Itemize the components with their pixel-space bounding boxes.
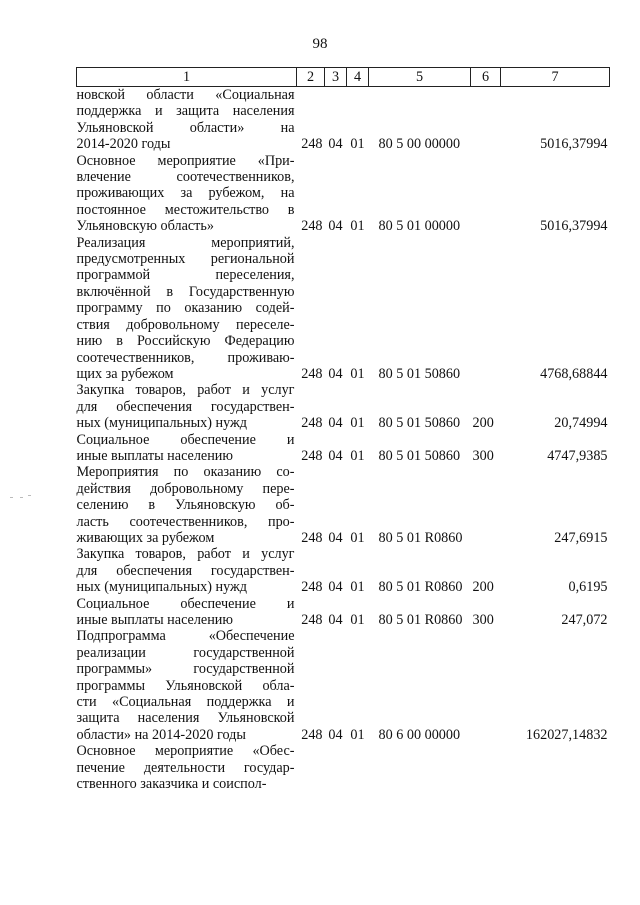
row-name-line: нию в Российскую Федерацию xyxy=(76,333,295,350)
header-col-4: 4 xyxy=(347,68,369,87)
amount-cell: 247,072 xyxy=(561,612,608,628)
table-row xyxy=(77,743,610,792)
row-name xyxy=(77,87,297,153)
row-name-line: Мероприятия по оказанию со- xyxy=(76,464,295,481)
target-article-cell: 80 5 01 R0860 xyxy=(378,579,463,596)
scan-mark xyxy=(28,495,31,496)
row-name xyxy=(77,628,297,743)
row-name-line: программу по оказанию содей- xyxy=(76,300,295,317)
subsection-cell: 01 xyxy=(350,365,365,382)
header-col-6: 6 xyxy=(471,68,501,87)
row-name-line: живающих за рубежом xyxy=(76,529,215,546)
subsection-cell: 01 xyxy=(350,529,365,546)
table-row xyxy=(77,546,610,595)
subsection-cell xyxy=(347,743,369,792)
section-cell: 04 xyxy=(328,726,343,743)
grbs-cell xyxy=(297,743,325,792)
row-name-line: программы Ульяновской обла- xyxy=(76,677,295,694)
row-name xyxy=(77,596,297,629)
section-cell: 04 xyxy=(328,529,343,546)
row-name xyxy=(77,153,297,235)
target-article-cell: 80 5 01 00000 xyxy=(378,218,461,235)
row-name-line: Социальное обеспечение и xyxy=(76,595,295,612)
table-row xyxy=(77,153,610,235)
row-name-line: 2014-2020 годы xyxy=(76,136,171,153)
page-number: 98 xyxy=(312,36,328,52)
subsection-cell: 01 xyxy=(350,726,365,743)
table-row xyxy=(77,235,610,383)
target-article-cell: 80 5 01 R0860 xyxy=(378,612,463,628)
section-cell: 04 xyxy=(328,447,343,464)
row-name-line: области» на 2014-2020 годы xyxy=(76,726,246,743)
expense-type-cell: 300 xyxy=(472,612,494,628)
table-row xyxy=(77,432,610,465)
row-name-line: действия добровольному пере- xyxy=(76,480,295,497)
row-name xyxy=(77,464,297,546)
row-name-line: ных (муниципальных) нужд xyxy=(76,415,248,432)
target-article-cell: 80 5 01 50860 xyxy=(378,365,461,382)
header-col-2: 2 xyxy=(297,68,325,87)
subsection-cell: 01 xyxy=(350,136,365,153)
row-name-line: иные выплаты населению xyxy=(76,612,233,628)
row-name-line: реализации государственной xyxy=(76,644,295,661)
expense-type-cell xyxy=(471,628,501,743)
section-cell xyxy=(325,743,347,792)
row-name-line: Социальное обеспечение и xyxy=(76,431,295,448)
section-cell: 04 xyxy=(328,579,343,596)
grbs-cell: 248 xyxy=(301,365,323,382)
row-name-line: программой переселения, xyxy=(76,267,295,284)
budget-table xyxy=(76,67,610,792)
table-row xyxy=(77,628,610,743)
subsection-cell: 01 xyxy=(350,612,365,628)
amount-cell: 247,6915 xyxy=(554,529,608,546)
amount-cell: 20,74994 xyxy=(554,415,608,432)
row-name-line: программы» государственной xyxy=(76,661,295,678)
row-name-line: Реализация мероприятий, xyxy=(76,234,295,251)
row-name-line: соотечественников, проживаю- xyxy=(76,349,295,366)
grbs-cell: 248 xyxy=(301,415,323,432)
expense-type-cell xyxy=(471,153,501,235)
grbs-cell: 248 xyxy=(301,612,323,628)
amount-cell: 162027,14832 xyxy=(525,726,608,743)
expense-type-cell: 300 xyxy=(472,447,494,464)
row-name-line: иные выплаты населению xyxy=(76,447,233,464)
row-name-line: влечение соотечественников, xyxy=(76,169,295,186)
header-col-3: 3 xyxy=(325,68,347,87)
target-article-cell: 80 6 00 00000 xyxy=(378,726,461,743)
scan-mark xyxy=(10,497,13,498)
section-cell: 04 xyxy=(328,136,343,153)
target-article-cell: 80 5 01 50860 xyxy=(378,447,461,464)
row-name-line: Основное мероприятие «При- xyxy=(76,152,295,169)
row-name-line: Закупка товаров, работ и услуг xyxy=(76,382,295,399)
row-name-line: проживающих за рубежом, на xyxy=(76,185,295,202)
row-name xyxy=(77,743,297,792)
table-row xyxy=(77,382,610,431)
amount-cell: 4747,9385 xyxy=(547,447,608,464)
target-article-cell: 80 5 01 R0860 xyxy=(378,529,463,546)
row-name-line: Ульяновскую область» xyxy=(76,218,214,235)
grbs-cell: 248 xyxy=(301,726,323,743)
expense-type-cell xyxy=(471,235,501,383)
expense-type-cell: 200 xyxy=(472,415,494,432)
row-name-line: Ульяновской области» на xyxy=(76,119,295,136)
row-name-line: щих за рубежом xyxy=(76,365,174,382)
row-name xyxy=(77,382,297,431)
row-name-line: Подпрограмма «Обеспечение xyxy=(76,628,295,645)
target-article-cell: 80 5 01 50860 xyxy=(378,415,461,432)
amount-cell xyxy=(501,743,610,792)
section-cell: 04 xyxy=(328,415,343,432)
section-cell: 04 xyxy=(328,218,343,235)
table-row xyxy=(77,596,610,629)
row-name-line: ных (муниципальных) нужд xyxy=(76,579,248,596)
scan-mark xyxy=(20,497,23,498)
row-name-line: постоянное местожительство в xyxy=(76,201,295,218)
amount-cell: 5016,37994 xyxy=(540,136,608,153)
row-name-line: печение деятельности государ- xyxy=(76,759,295,776)
subsection-cell: 01 xyxy=(350,415,365,432)
row-name-line: для обеспечения государствен- xyxy=(76,562,295,579)
table-row xyxy=(77,87,610,153)
grbs-cell: 248 xyxy=(301,218,323,235)
row-name-line: Основное мероприятие «Обес- xyxy=(76,743,295,760)
row-name-line: включённой в Государственную xyxy=(76,283,295,300)
row-name-line: предусмотренных региональной xyxy=(76,251,295,268)
expense-type-cell: 200 xyxy=(472,579,494,596)
target-article-cell: 80 5 00 00000 xyxy=(378,136,461,153)
row-name-line: ствия добровольному переселе- xyxy=(76,316,295,333)
grbs-cell: 248 xyxy=(301,136,323,153)
row-name-line: селению в Ульяновскую об- xyxy=(76,497,295,514)
section-cell: 04 xyxy=(328,365,343,382)
row-name-line: Закупка товаров, работ и услуг xyxy=(76,546,295,563)
grbs-cell: 248 xyxy=(301,447,323,464)
section-cell: 04 xyxy=(328,612,343,628)
row-name-line: ственного заказчика и соиспол- xyxy=(76,776,267,793)
row-name xyxy=(77,546,297,595)
row-name xyxy=(77,235,297,383)
row-name-line: для обеспечения государствен- xyxy=(76,398,295,415)
expense-type-cell xyxy=(471,464,501,546)
row-name xyxy=(77,432,297,465)
subsection-cell: 01 xyxy=(350,218,365,235)
header-col-7: 7 xyxy=(501,68,610,87)
row-name-line: сти «Социальная поддержка и xyxy=(76,694,295,711)
subsection-cell: 01 xyxy=(350,579,365,596)
amount-cell: 0,6195 xyxy=(568,579,608,596)
row-name-line: ласть соотечественников, про- xyxy=(76,513,295,530)
header-col-5: 5 xyxy=(369,68,471,87)
expense-type-cell xyxy=(471,743,501,792)
expense-type-cell xyxy=(471,87,501,153)
grbs-cell: 248 xyxy=(301,579,323,596)
row-name-line: защита населения Ульяновской xyxy=(76,710,295,727)
subsection-cell: 01 xyxy=(350,447,365,464)
amount-cell: 4768,68844 xyxy=(540,365,608,382)
row-name-line: новской области «Социальная xyxy=(76,87,295,103)
table-row xyxy=(77,464,610,546)
header-col-1: 1 xyxy=(77,68,297,87)
amount-cell: 5016,37994 xyxy=(540,218,608,235)
grbs-cell: 248 xyxy=(301,529,323,546)
target-article-cell xyxy=(369,743,471,792)
header-row xyxy=(77,68,610,87)
table-body xyxy=(77,87,610,793)
row-name-line: поддержка и защита населения xyxy=(76,103,295,120)
